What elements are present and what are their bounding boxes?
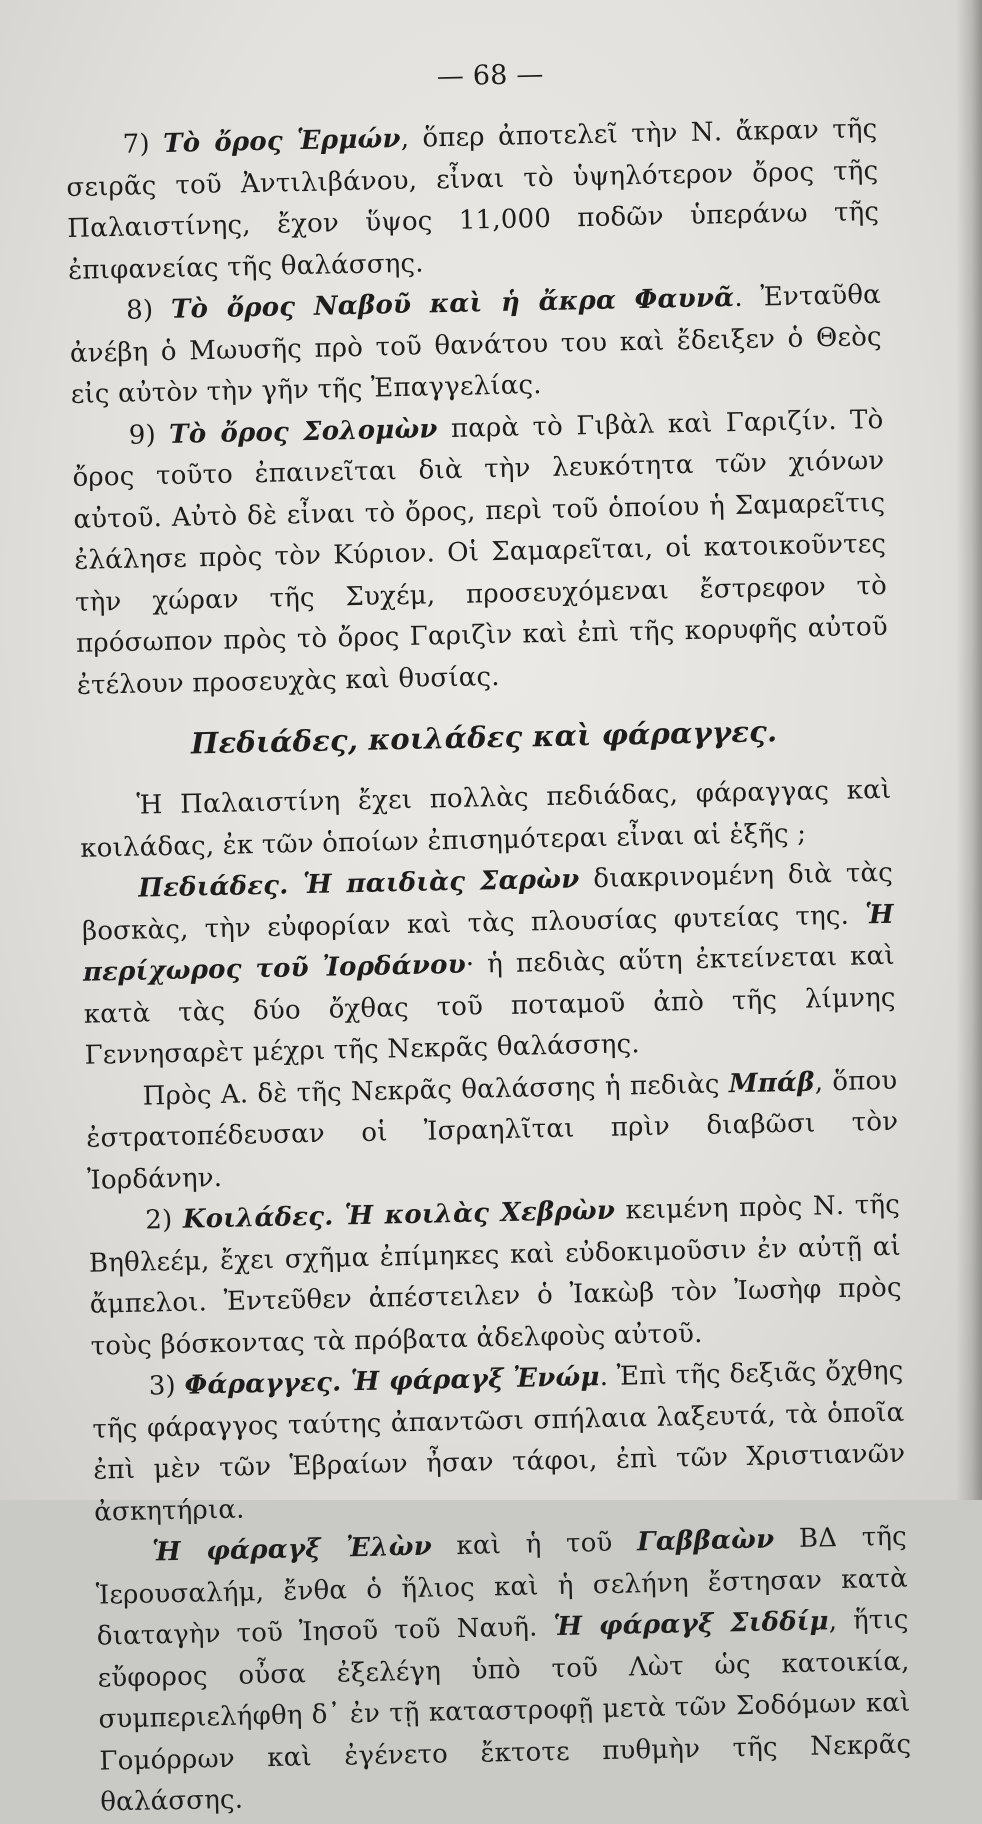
text-run: · ἡ πεδιὰς αὕτη ἐκτείνεται καὶ κατὰ τὰς δύο ὄχθας τοῦ ποταμοῦ ἀπὸ τῆς λίμνης Γεννησαρὲτ μέχρι τῆς Νεκρᾶς θαλάσσης.	[83, 940, 896, 1071]
paragraph	[85, 1060, 899, 1201]
paragraph	[69, 275, 883, 416]
text-run: 9)	[128, 419, 170, 451]
text-run: . Ἐπὶ τῆς δεξιᾶς ὄχθης τῆς φάραγγος ταύτης ἀπαντῶσι σπήλαια λαξευτά, τὰ ὁποῖα ἐπὶ μὲν τῶν Ἑβραίων ἦσαν τάφοι, ἐπὶ τῶν Χριστιανῶν ἀσκητήρια.	[92, 1355, 906, 1528]
paragraph	[71, 399, 889, 706]
paragraph	[91, 1351, 906, 1534]
text-run: , ὅπου ἐστρατοπέδευσαν οἱ Ἰσραηλῖται πρὶν διαβῶσι τὸν Ἰορδάνην.	[86, 1065, 899, 1196]
text-run: διακρινομένη διὰ τὰς βοσκὰς, τὴν εὐφορίαν καὶ τὰς πλουσίας φυτείας της.	[81, 857, 894, 947]
page-body	[65, 109, 912, 1824]
emphasized-text: Ἡ φάραγξ Ἐλὼν	[151, 1531, 433, 1568]
text-run: , ὅπερ ἀποτελεῖ τὴν Ν. ἄκραν τῆς σειρᾶς τοῦ Ἀντιλιβάνου, εἶναι τὸ ὑψηλότερον ὄρος τῆς Παλαιστίνης, ἔχον ὕψος 11,000 ποδῶν ὑπεράνω τῆς ἐπιφανείας τῆς θαλάσσης.	[66, 113, 880, 286]
text-run: . Ἐνταῦθα ἀνέβη ὁ Μωυσῆς πρὸ τοῦ θανάτου του καὶ ἔδειξεν ὁ Θεὸς εἰς αὐτὸν τὴν γῆν τῆς Ἐπαγγελίας.	[69, 279, 883, 410]
emphasized-text: Πεδιάδες. Ἡ παιδιὰς Σαρὼν	[138, 864, 580, 904]
emphasized-text: Τὸ ὄρος Σολομὼν	[168, 413, 438, 450]
text-run: ΒΔ τῆς Ἱερουσαλήμ, ἔνθα ὁ ἥλιος καὶ ἡ σελήνη ἔστησαν κατὰ διαταγὴν τοῦ Ἰησοῦ τοῦ Ναυῆ.	[95, 1521, 909, 1652]
page-edge-shadow	[956, 0, 982, 1500]
text-run: καὶ ἡ τοῦ	[431, 1527, 638, 1562]
text-run: Πρὸς Α. δὲ τῆς Νεκρᾶς θαλάσσης ἡ πεδιὰς	[142, 1068, 730, 1112]
emphasized-text: Μπάβ	[728, 1067, 815, 1099]
emphasized-text: Φάραγγες. Ἡ φάραγξ Ἐνώμ	[184, 1362, 600, 1401]
text-run: 3)	[148, 1370, 185, 1402]
text-run: 2)	[144, 1204, 184, 1236]
paragraph	[81, 853, 897, 1077]
text-block	[64, 53, 913, 1824]
text-run: , ἥτις εὔφορος οὖσα ἐξελέγη ὑπὸ τοῦ Λὼτ ὡς κατοικία, συμπεριελήφθη δ᾽ ἐν τῇ καταστροφῇ μετὰ τῶν Σοδόμων καὶ Γομόρρων καὶ ἐγένετο ἔκτοτε πυθμὴν τῆς Νεκρᾶς θαλάσσης.	[97, 1604, 912, 1818]
page-number: — 68 —	[436, 58, 544, 93]
emphasized-text: Ἡ φάραγξ Σιδδίμ	[553, 1606, 830, 1643]
paragraph	[95, 1517, 913, 1824]
emphasized-text: Γαββαὼν	[636, 1524, 775, 1558]
text-run: παρὰ τὸ Γιβὰλ καὶ Γαριζίν. Τὸ ὄρος τοῦτο ἐπαινεῖται διὰ τὴν λευκότητα τῶν χιόνων αὐτοῦ. Αὐτὸ δὲ εἶναι τὸ ὄρος, περὶ τοῦ ὁποίου ἡ Σαμαρεῖτις ἐλάλησε πρὸς τὸν Κύριον. Οἱ Σαμαρεῖται, οἱ κατοικοῦντες τὴν χώραν τῆς Συχέμ, προσευχόμεναι ἔστρεφον τὸ πρόσωπον πρὸς τὸ ὄρος Γαριζὶν καὶ ἐπὶ τῆς κορυφῆς αὐτοῦ ἐτέλουν προσευχὰς καὶ θυσίας.	[72, 404, 889, 701]
paragraph	[88, 1185, 903, 1368]
paragraph	[65, 109, 880, 292]
emphasized-text: Τὸ ὄρος Ἑρμών	[162, 123, 402, 159]
text-run: Ἡ Παλαιστίνη ἔχει πολλὰς πεδιάδας, φάραγγας καὶ κοιλάδας, ἐκ τῶν ὁποίων ἐπισημότεραι εἶναι αἱ ἑξῆς ;	[79, 774, 892, 864]
emphasized-text: Ἡ περίχωρος τοῦ Ἰορδάνου	[82, 899, 895, 988]
emphasized-text: Τὸ ὄρος Ναβοῦ καὶ ἡ ἄκρα Φαυνᾶ	[170, 283, 735, 325]
text-run: 8)	[125, 294, 172, 326]
text-run: 7)	[122, 128, 164, 160]
emphasized-text: Κοιλάδες. Ἡ κοιλὰς Χεβρὼν	[182, 1195, 616, 1235]
text-run: κειμένη πρὸς Ν. τῆς Βηθλεέμ, ἔχει σχῆμα ἐπίμηκες καὶ εὐδοκιμοῦσιν ἐν αὐτῇ αἱ ἄμπελοι. Ἐντεῦθεν ἀπέστειλεν ὁ Ἰακὼβ τὸν Ἰωσὴφ πρὸς τοὺς βόσκοντας τὰ πρόβατα ἀδελφοὺς αὐτοῦ.	[88, 1189, 902, 1362]
section-heading: Πεδιάδες, κοιλάδες καὶ φάραγγες.	[190, 714, 778, 761]
